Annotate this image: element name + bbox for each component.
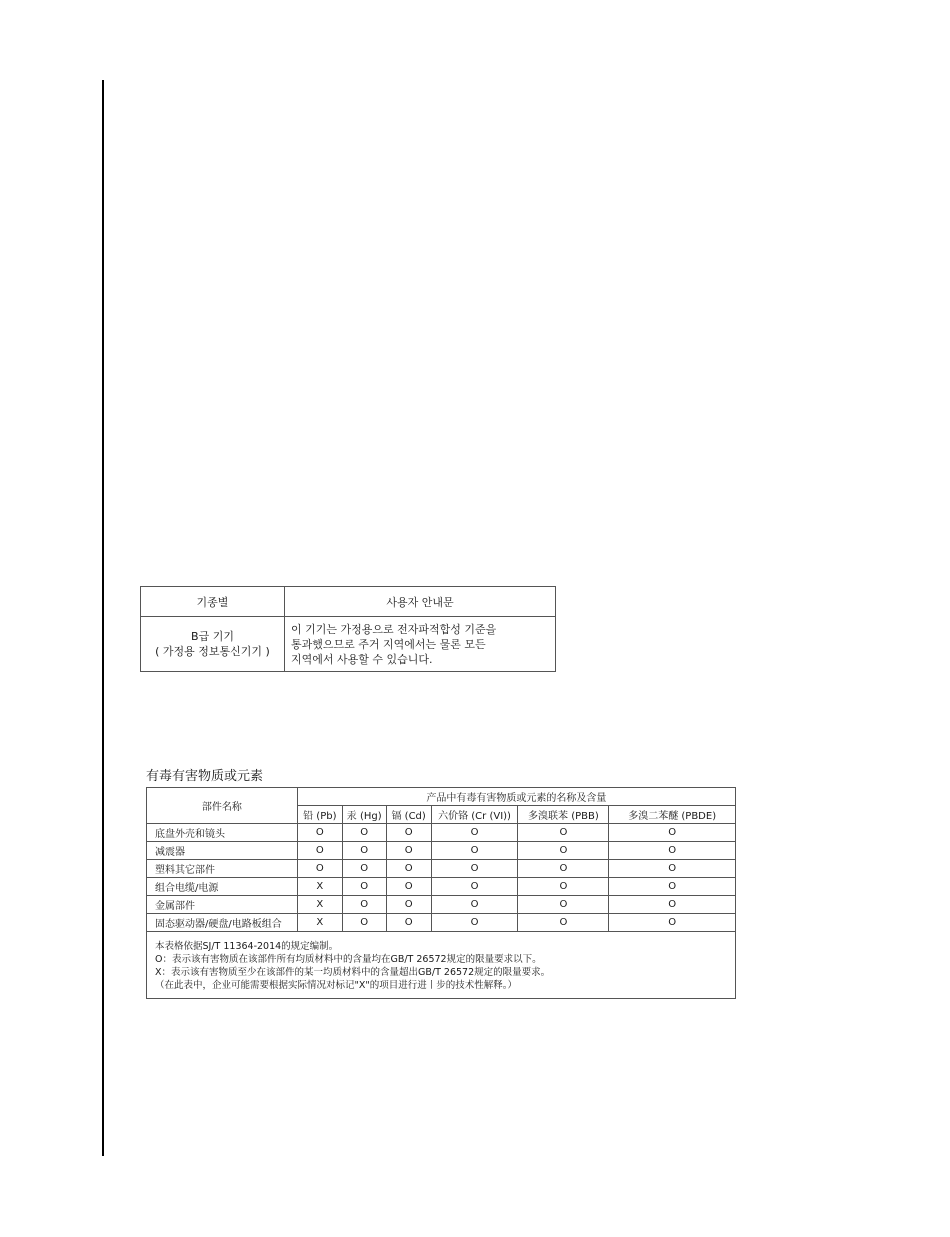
rohs-cell: O [431, 860, 518, 878]
rohs-cell: O [431, 914, 518, 932]
rohs-part-name: 组合电缆/电源 [147, 878, 298, 896]
rohs-part-name: 减震器 [147, 842, 298, 860]
rohs-cell: O [297, 860, 342, 878]
rohs-cell: O [386, 914, 431, 932]
kc-notice-line1: 이 기기는 가정용으로 전자파적합성 기준을 [291, 622, 497, 636]
rohs-cell: O [609, 842, 736, 860]
table-row [147, 842, 736, 860]
rohs-group-header: 产品中有毒有害物质或元素的名称及含量 [297, 788, 735, 806]
rohs-cell: O [609, 914, 736, 932]
rohs-substance-table [146, 787, 736, 999]
table-row [147, 914, 736, 932]
rohs-col-mercury: 汞 (Hg) [342, 806, 386, 824]
rohs-cell: O [297, 824, 342, 842]
rohs-cell: O [518, 896, 609, 914]
rohs-part-name: 塑料其它部件 [147, 860, 298, 878]
rohs-cell: O [609, 824, 736, 842]
rohs-cell: O [342, 860, 386, 878]
rohs-cell: O [609, 878, 736, 896]
rohs-cell: O [518, 860, 609, 878]
rohs-header-row-1 [147, 788, 736, 806]
rohs-col-lead: 铅 (Pb) [297, 806, 342, 824]
rohs-note-standard: 本表格依据SJ/T 11364-2014的规定编制。 [155, 941, 339, 952]
rohs-cell: O [431, 896, 518, 914]
rohs-title: 有毒有害物质或元素 [146, 769, 264, 784]
kc-class-line2: ( 가정용 정보통신기기 ) [155, 645, 270, 658]
kc-notice-cell [285, 617, 556, 672]
kc-class-cell [141, 617, 285, 672]
rohs-cell: O [342, 896, 386, 914]
rohs-cell: O [518, 914, 609, 932]
rohs-col-chromium: 六价铬 (Cr (VI)) [431, 806, 518, 824]
rohs-cell: O [386, 878, 431, 896]
rohs-cell: O [431, 878, 518, 896]
table-row [147, 878, 736, 896]
table-row [147, 860, 736, 878]
rohs-note-x-definition: X：表示该有害物质至少在该部件的某一均质材料中的含量超出GB/T 26572规定的限量要求。 [155, 967, 551, 978]
rohs-cell: O [386, 860, 431, 878]
rohs-part-name: 底盘外壳和镜头 [147, 824, 298, 842]
rohs-cell: O [342, 914, 386, 932]
rohs-cell: O [518, 842, 609, 860]
rohs-cell: O [518, 878, 609, 896]
rohs-cell: O [518, 824, 609, 842]
rohs-part-name: 金属部件 [147, 896, 298, 914]
rohs-cell: X [297, 878, 342, 896]
rohs-cell: O [342, 878, 386, 896]
rohs-note-explanation: （在此表中，企业可能需要根据实际情况对标记"X"的项目进行进丨步的技术性解释。） [155, 980, 517, 991]
page-margin-rule [102, 80, 104, 1156]
kc-notice-line3: 지역에서 사용할 수 있습니다. [291, 652, 433, 666]
rohs-note-o-definition: O：表示该有害物质在该部件所有均质材料中的含量均在GB/T 26572规定的限量要求以下。 [155, 954, 542, 965]
rohs-cell: X [297, 914, 342, 932]
kc-header-row [141, 587, 556, 617]
rohs-col-cadmium: 镉 (Cd) [386, 806, 431, 824]
rohs-cell: X [297, 896, 342, 914]
rohs-cell: O [386, 896, 431, 914]
rohs-cell: O [609, 896, 736, 914]
rohs-cell: O [431, 842, 518, 860]
kc-emc-table [140, 586, 556, 672]
kc-notice-line2: 통과했으므로 주거 지역에서는 물론 모든 [291, 637, 486, 651]
rohs-cell: O [609, 860, 736, 878]
rohs-notes-row [147, 932, 736, 999]
rohs-col-pbb: 多溴联苯 (PBB) [518, 806, 609, 824]
table-row [147, 896, 736, 914]
rohs-cell: O [386, 842, 431, 860]
kc-class-line1: B급 기기 [191, 630, 234, 643]
rohs-cell: O [342, 842, 386, 860]
rohs-cell: O [297, 842, 342, 860]
rohs-cell: O [386, 824, 431, 842]
rohs-cell: O [342, 824, 386, 842]
rohs-notes [147, 932, 736, 999]
rohs-part-header: 部件名称 [147, 788, 298, 824]
kc-header-notice: 사용자 안내문 [285, 587, 556, 617]
kc-header-class: 기종별 [141, 587, 285, 617]
rohs-cell: O [431, 824, 518, 842]
rohs-part-name: 固态驱动器/硬盘/电路板组合 [147, 914, 298, 932]
kc-body-row [141, 617, 556, 672]
table-row [147, 824, 736, 842]
rohs-col-pbde: 多溴二苯醚 (PBDE) [609, 806, 736, 824]
